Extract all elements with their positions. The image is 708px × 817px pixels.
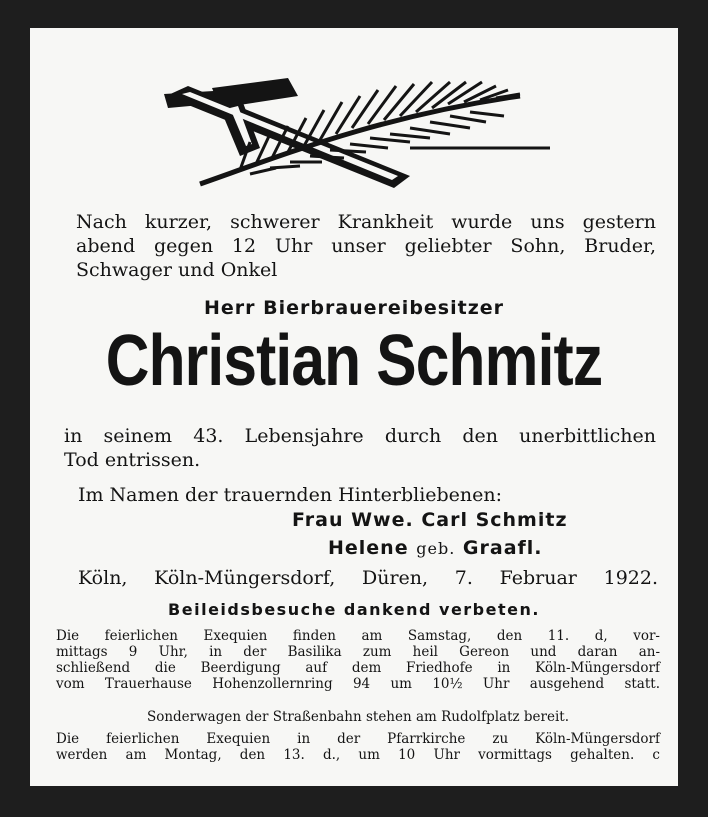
second-exequien-paragraph <box>56 731 660 763</box>
death-line: Tod entrissen. <box>64 449 201 471</box>
tram-line: Sonderwagen der Straßenbahn stehen am Rudolfplatz bereit. <box>146 709 570 725</box>
cross-and-palm-icon <box>160 56 560 196</box>
intro-paragraph <box>76 210 656 282</box>
place-date: Köln, Köln-Müngersdorf, Düren, 7. Februar 1922. <box>78 567 658 589</box>
signatory-2-geb: geb. <box>416 539 456 558</box>
signatory-2 <box>328 537 543 559</box>
intro-line: Schwager und Onkel <box>76 259 278 281</box>
intro-line: abend gegen 12 Uhr unser geliebter Sohn, Bruder, <box>76 235 656 257</box>
death-notice <box>30 28 678 786</box>
signatory-1: Frau Wwe. Carl Schmitz <box>292 509 568 531</box>
death-paragraph <box>64 424 656 472</box>
second-exequien-line: werden am Montag, den 13. d., um 10 Uhr vormittags gehalten. c <box>56 747 660 763</box>
exequien-paragraph <box>56 628 660 692</box>
second-exequien-line: Die feierlichen Exequien in der Pfarrkirche zu Köln-Müngersdorf <box>56 731 660 747</box>
exequien-line: vom Trauerhause Hohenzollernring 94 um 10½ Uhr ausgehend statt. <box>56 676 660 692</box>
tram-notice <box>56 709 660 725</box>
exequien-line: Die feierlichen Exequien finden am Samstag, den 11. d, vor- <box>56 628 660 644</box>
exequien-line: schließend die Beerdigung auf dem Friedhofe in Köln-Müngersdorf <box>56 660 660 676</box>
deceased-name: Christian Schmitz <box>105 321 603 401</box>
deceased-title: Herr Bierbrauereibesitzer <box>203 297 505 319</box>
mourners-intro-text: Im Namen der trauernden Hinterbliebenen: <box>78 484 503 506</box>
exequien-line: mittags 9 Uhr, in der Basilika zum heil Gereon und daran an- <box>56 644 660 660</box>
mourners-intro <box>78 483 638 507</box>
signatory-2-first: Helene <box>328 537 409 559</box>
signatory-2-last: Graafl. <box>462 537 543 559</box>
intro-line: Nach kurzer, schwerer Krankheit wurde uns gestern <box>76 211 656 233</box>
death-line: in seinem 43. Lebensjahre durch den unerbittlichen <box>64 425 656 447</box>
condolences-declined: Beileidsbesuche dankend verbeten. <box>168 600 540 619</box>
